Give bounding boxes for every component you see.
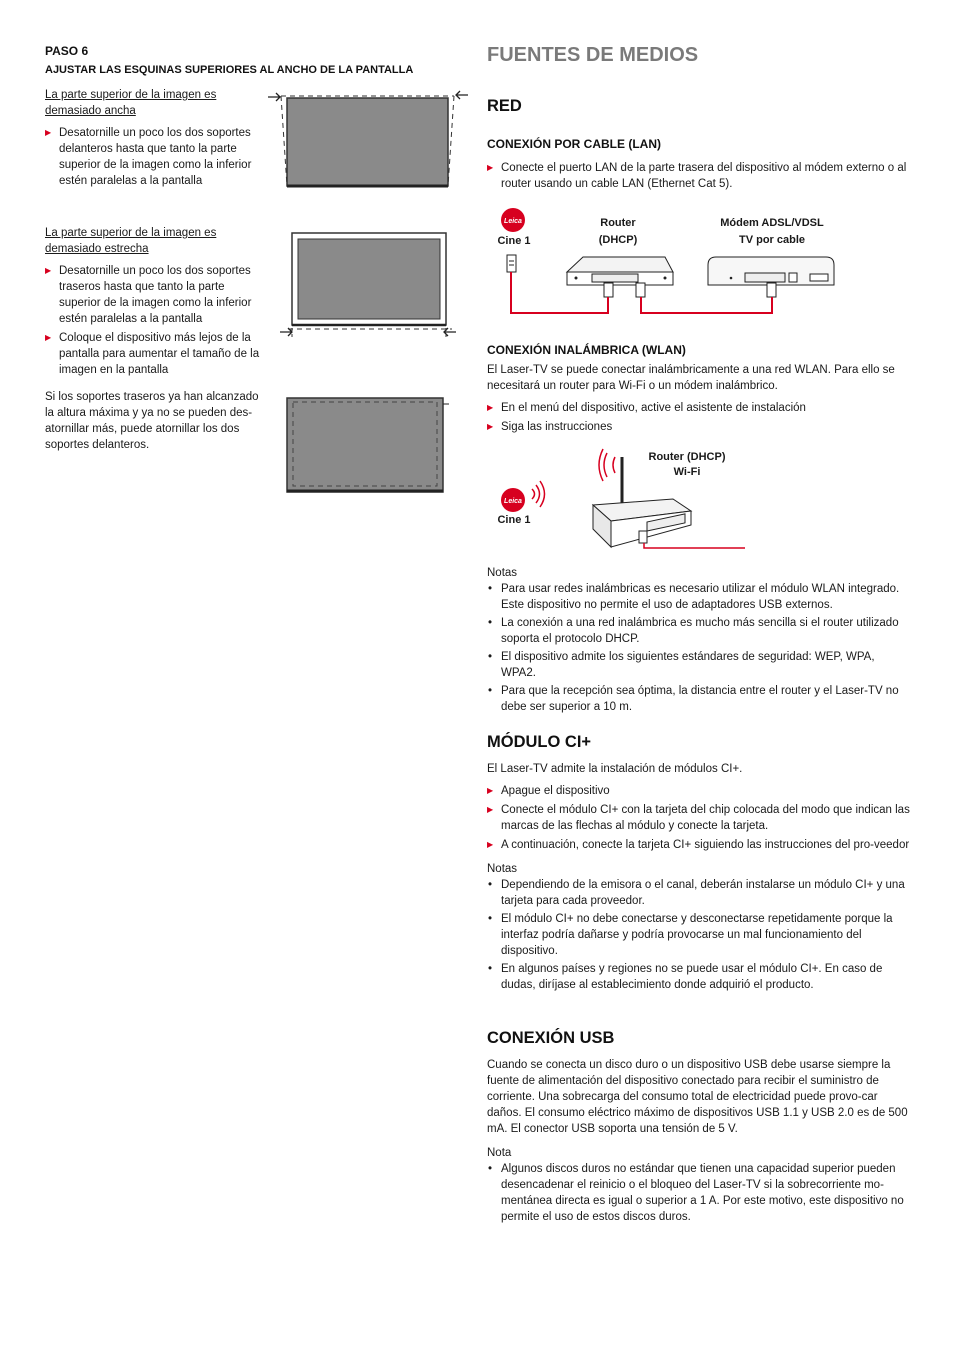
case-too-wide	[45, 87, 267, 192]
case3-text: Si los soportes traseros ya han alcanzado la altura máxima y ya no se pueden des-atornillar más, puede atornillar los dos soportes delanteros.	[45, 391, 259, 451]
usb-text: Cuando se conecta un disco duro o un dispositivo USB debe usarse siempre la fuente de alimentación del dispositivo conectado para recibir el suministro de corriente. Una sobrecarga del consumo total de electricidad puede provo-car daños. El consumo eléctrico máximo de dispositivos USB 1.1 y USB 2.0 es de 500 mA. El conector USB soporta una tensión de 5 V.	[487, 1059, 908, 1135]
case2-bullet-2: ▶ Coloque el dispositivo más lejos de la pantalla para aumentar el tamaño de la imagen en la pantalla	[45, 330, 267, 378]
step-header	[45, 44, 465, 76]
red-section	[487, 97, 912, 195]
case2-bullet-1: ▶ Desatornille un poco los dos soportes traseros hasta que tanto la parte superior de la imagen como la inferior estén paralelas a la pantalla	[45, 263, 267, 327]
ci-bullet-1: ▶ Apague el dispositivo	[487, 783, 912, 799]
lan-device-label: Cine 1	[497, 235, 531, 247]
step-subtitle: AJUSTAR LAS ESQUINAS SUPERIORES AL ANCHO DE LA PANTALLA	[45, 64, 414, 76]
case-max-height	[45, 389, 267, 453]
case1-heading: La parte superior de la imagen es	[45, 89, 217, 101]
case1-heading-2: demasiado ancha	[45, 105, 136, 117]
wlan-router-label-1: Router (DHCP)	[648, 451, 726, 463]
red-notes	[487, 565, 912, 717]
ci-intro: El Laser-TV admite la instalación de módulos CI+.	[487, 763, 743, 775]
wlan-router-label-2: Wi-Fi	[673, 466, 701, 478]
red-note-2: • La conexión a una red inalámbrica es mucho más sencilla si el router utilizado soporta el protocolo DHCP.	[487, 615, 912, 647]
red-heading: RED	[487, 97, 522, 115]
screen-correct-illustration	[283, 394, 453, 496]
screen-too-narrow-illustration	[280, 228, 460, 344]
red-notes-heading: Notas	[487, 567, 518, 579]
ci-notes-heading: Notas	[487, 863, 518, 875]
wlan-bullet-2: ▶ Siga las instrucciones	[487, 419, 912, 435]
wlan-heading: CONEXIÓN INALÁMBRICA (WLAN)	[487, 343, 686, 357]
case-too-narrow	[45, 225, 267, 381]
red-note-1: • Para usar redes inalámbricas es necesario utilizar el módulo WLAN integrado. Este dispositivo no permite el uso de adaptadores USB externos.	[487, 581, 912, 613]
lan-diagram	[487, 205, 912, 325]
lan-bullet: ▶ Conecte el puerto LAN de la parte trasera del dispositivo al módem externo o al router usando un cable LAN (Ethernet Cat 5).	[487, 160, 912, 192]
lan-router-label-2: (DHCP)	[598, 234, 638, 246]
case1-bullet: ▶ Desatornille un poco los dos soportes delanteros hasta que tanto la parte superior de la imagen como la inferior estén paralelas a la pantalla	[45, 125, 267, 189]
usb-section	[487, 1029, 912, 1227]
red-note-3: • El dispositivo admite los siguientes estándares de seguridad: WEP, WPA, WPA2.	[487, 649, 912, 681]
wlan-text: El Laser-TV se puede conectar inalámbricamente a una red WLAN. Para ello se necesitará un router para Wi-Fi o un módem inalámbrico.	[487, 364, 895, 392]
ci-note-2: • El módulo CI+ no debe conectarse y desconectarse repetidamente porque la interfaz podría dañarse y podría provocarse un mal funcionamiento del dispositivo.	[487, 911, 912, 959]
wifi-waves-icon	[604, 453, 607, 477]
case2-heading-2: demasiado estrecha	[45, 243, 149, 255]
wlan-bullet-1: ▶ En el menú del dispositivo, active el asistente de instalación	[487, 400, 912, 416]
lan-router-label-1: Router	[600, 217, 636, 229]
page-title: FUENTES DE MEDIOS	[487, 44, 699, 66]
lan-diagram-graphics	[487, 205, 912, 325]
usb-heading: CONEXIÓN USB	[487, 1029, 615, 1047]
lan-modem-label-2: TV por cable	[738, 234, 806, 246]
usb-note-heading: Nota	[487, 1147, 512, 1159]
case2-heading: La parte superior de la imagen es	[45, 227, 217, 239]
lan-modem-label-1: Módem ADSL/VDSL	[720, 217, 824, 229]
ci-bullet-2: ▶ Conecte el módulo CI+ con la tarjeta del chip colocada del modo que indican las marcas de las flechas al módulo y conecte la tarjeta.	[487, 802, 912, 834]
ci-note-3: • En algunos países y regiones no se puede usar el módulo CI+. En caso de dudas, diríjase al establecimiento donde adquirió el producto.	[487, 961, 912, 993]
svg-text:Leica: Leica	[504, 218, 522, 225]
right-column	[487, 44, 917, 67]
wlan-section	[487, 343, 912, 438]
wlan-device-label: Cine 1	[497, 514, 531, 526]
lan-heading: CONEXIÓN POR CABLE (LAN)	[487, 137, 661, 151]
ci-bullet-3: ▶ A continuación, conecte la tarjeta CI+ siguiendo las instrucciones del pro-veedor	[487, 837, 912, 853]
red-note-4: • Para que la recepción sea óptima, la distancia entre el router y el Laser-TV no debe ser superior a 10 m.	[487, 683, 912, 715]
usb-note: • Algunos discos duros no estándar que tienen una capacidad superior pueden desencadenar el reinicio o el bloqueo del Laser-TV si la sobrecorriente mo-mentánea directa es igual o superior a 1 A. Por este motivo, este dispositivo no permite el uso de estos discos duros.	[487, 1161, 912, 1225]
ci-note-1: • Dependiendo de la emisora o el canal, deberán instalarse un módulo CI+ y una tarjeta para cada proveedor.	[487, 877, 912, 909]
svg-text:Leica: Leica	[504, 498, 522, 505]
screen-too-wide-illustration	[266, 88, 470, 196]
step-title: PASO 6	[45, 44, 89, 58]
wlan-diagram	[487, 445, 912, 555]
ci-heading: MÓDULO CI+	[487, 733, 592, 751]
ci-section	[487, 733, 912, 995]
